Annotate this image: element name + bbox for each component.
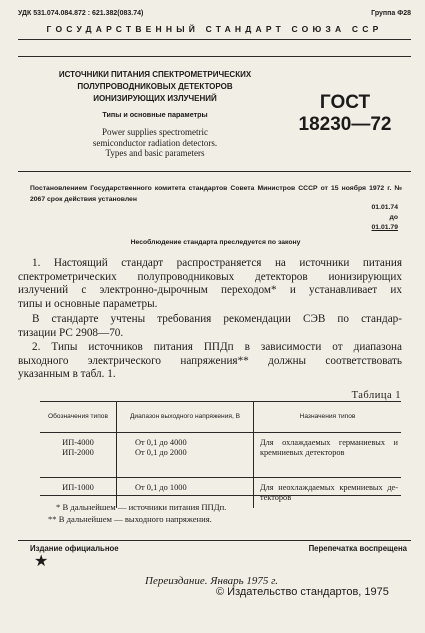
- paragraph-line: тизации РС 2908—70.: [18, 326, 124, 339]
- valid-from-date: 01.01.74: [371, 204, 398, 211]
- title-divider: [18, 171, 411, 172]
- official-edition-label: Издание официальное: [30, 544, 119, 553]
- type-value: ИП-4000: [62, 438, 94, 447]
- purpose-line: кремниевых детекторов: [260, 448, 345, 457]
- table-header-cell: Назначения типов: [254, 402, 402, 433]
- paragraph-3: [18, 341, 402, 382]
- reissue-date: Переиздание. Январь 1975 г.: [145, 575, 279, 587]
- valid-to: [372, 213, 398, 233]
- title-line: ПОЛУПРОВОДНИКОВЫХ ДЕТЕКТОРОВ: [77, 82, 233, 91]
- gost-designation: [290, 92, 400, 136]
- paragraph-line: В стандарте учтены требования рекомендации СЭВ по стандар-: [32, 313, 402, 325]
- gost-number: 18230—72: [298, 114, 392, 135]
- header-divider-bottom: [18, 56, 411, 57]
- footnote-2: ** В дальнейшем — выходного напряжения.: [48, 514, 212, 524]
- paragraph-2: [18, 313, 402, 340]
- table-header-cell: Диапазон выходного напряжения, В: [117, 402, 254, 433]
- paragraph-line: 1. Настоящий стандарт распространяется на источники питания: [32, 257, 402, 269]
- paragraph-line: указанным в табл. 1.: [18, 368, 116, 380]
- reprint-prohibited-label: Перепечатка воспрещена: [308, 544, 407, 553]
- table-header-row: [40, 402, 401, 433]
- title-en-line: Power supplies spectrometric: [102, 127, 208, 137]
- penalty-notice: Несоблюдение стандарта преследуется по закону: [130, 239, 301, 246]
- decree-text: Постановлением Государственного комитета стандартов Совета Министров СССР от 15 ноября 1972 г. № 2067 срок действия установлен: [30, 185, 402, 203]
- header-divider-top: [18, 39, 411, 40]
- table-row: [40, 433, 401, 478]
- type-value: ИП-2000: [62, 448, 94, 457]
- paragraph-line: излучений с электронно-дырочным переходом* и устанавливает их: [18, 284, 402, 296]
- type-value: ИП-1000: [62, 483, 94, 492]
- star-icon: ★: [34, 553, 49, 570]
- purpose-line: текторов: [260, 493, 292, 502]
- valid-to-prefix: до: [389, 214, 398, 221]
- document-title-ru: [30, 69, 280, 105]
- range-value: От 0,1 до 1000: [135, 483, 187, 492]
- title-line: ИСТОЧНИКИ ПИТАНИЯ СПЕКТРОМЕТРИЧЕСКИХ: [58, 70, 252, 79]
- table-label: Таблица 1: [351, 390, 401, 401]
- paragraph-line: 2. Типы источников питания ППДп в зависимости от диапазона: [32, 341, 402, 353]
- table-header-cell: Обозначения типов: [40, 402, 117, 433]
- footer-divider: [18, 540, 411, 541]
- table-cell-purpose: [254, 433, 402, 478]
- validity-dates: [372, 203, 398, 233]
- paragraph-1: [18, 257, 402, 311]
- table-cell-purpose: [254, 478, 402, 509]
- purpose-line: Для неохлаждаемых кремниевых де-: [260, 483, 398, 492]
- title-line: ИОНИЗИРУЮЩИХ ИЗЛУЧЕНИЙ: [93, 94, 217, 103]
- paragraph-line: выходного электрического напряжения** должны соответствовать: [18, 354, 402, 367]
- range-value: От 0,1 до 2000: [135, 448, 187, 457]
- types-table: [40, 402, 401, 508]
- title-en-line: Types and basic parameters: [105, 148, 205, 158]
- document-title-en: [30, 127, 280, 159]
- paragraph-line: спектрометрических полупроводниковых детекторов ионизирующих: [18, 270, 402, 283]
- group-code: Группа Ф28: [371, 10, 411, 17]
- range-value: От 0,1 до 4000: [135, 438, 187, 447]
- table-cell-type: [40, 433, 117, 478]
- table-cell-range: [117, 433, 254, 478]
- purpose-line: Для охлаждаемых германиевых и: [260, 438, 398, 447]
- footnote-1: * В дальнейшем — источники питания ППДп.: [56, 502, 227, 512]
- document-subtitle-ru: Типы и основные параметры: [102, 110, 208, 119]
- gost-label: ГОСТ: [319, 92, 371, 113]
- standard-title: ГОСУДАРСТВЕННЫЙ СТАНДАРТ СОЮЗА ССР: [46, 24, 383, 34]
- title-en-line: semiconductor radiation detectors.: [92, 137, 218, 148]
- table-bottom-rule: [40, 495, 401, 496]
- udk-code: УДК 531.074.084.872 : 621.382(083.74): [18, 10, 144, 17]
- paragraph-line: типы и основные параметры.: [18, 297, 158, 310]
- publisher-copyright: © Издательство стандартов, 1975: [216, 586, 389, 598]
- valid-to-date: 01.01.79: [371, 224, 398, 231]
